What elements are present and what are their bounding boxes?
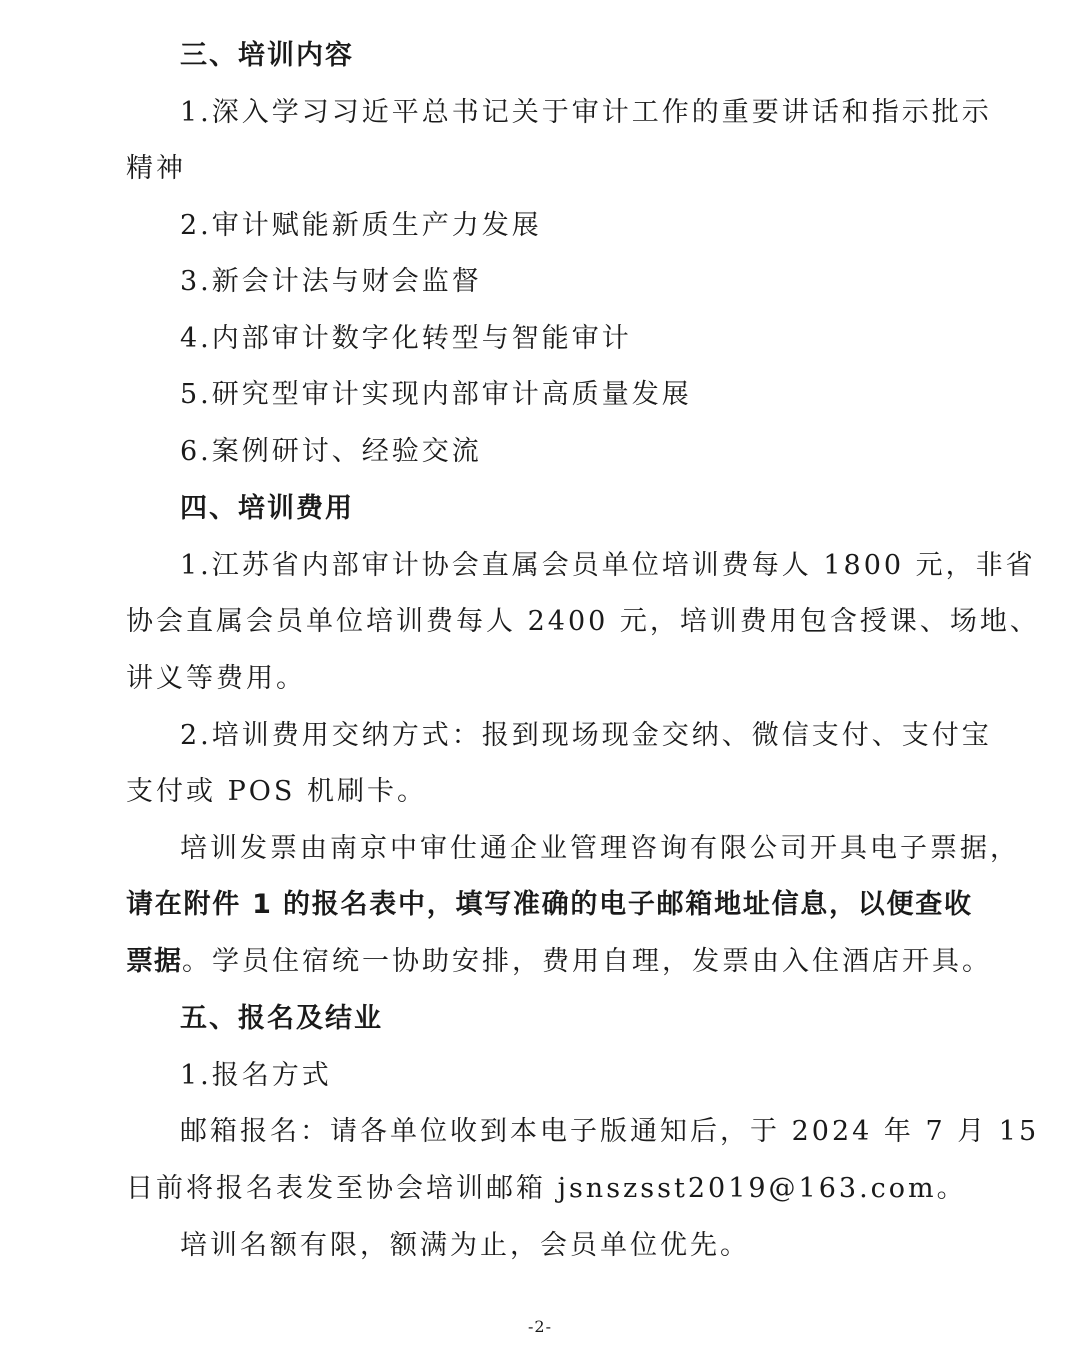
fee-item-1-line-1: 1.江苏省内部审计协会直属会员单位培训费每人 1800 元，非省	[180, 550, 1036, 581]
registration-item-1: 1.报名方式	[180, 1060, 332, 1091]
content-item-1-line-1: 1.深入学习习近平总书记关于审计工作的重要讲话和指示批示	[180, 97, 992, 128]
page-number: -2-	[528, 1317, 552, 1336]
invoice-line-3	[0, 942, 1080, 982]
invoice-line-3-rest: 。学员住宿统一协助安排，费用自理，发票由入住酒店开具。	[182, 946, 992, 977]
section-heading-training-fees: 四、培训费用	[180, 493, 354, 524]
section-heading-training-content: 三、培训内容	[180, 40, 354, 71]
content-item-4: 4.内部审计数字化转型与智能审计	[180, 323, 632, 354]
invoice-line-2-bold: 请在附件 1 的报名表中，填写准确的电子邮箱地址信息，以便查收	[126, 889, 972, 920]
email-registration-line-1: 邮箱报名：请各单位收到本电子版通知后，于 2024 年 7 月 15	[180, 1116, 1040, 1147]
invoice-line-3-bold: 票据	[126, 946, 182, 977]
fee-item-1-line-2: 协会直属会员单位培训费每人 2400 元，培训费用包含授课、场地、	[126, 606, 1040, 637]
content-item-3: 3.新会计法与财会监督	[180, 266, 482, 297]
content-item-5: 5.研究型审计实现内部审计高质量发展	[180, 379, 692, 410]
quota-note: 培训名额有限，额满为止，会员单位优先。	[180, 1230, 750, 1261]
fee-item-2-line-1: 2.培训费用交纳方式：报到现场现金交纳、微信支付、支付宝	[180, 720, 992, 751]
email-registration-line-2: 日前将报名表发至协会培训邮箱 jsnszsst2019@163.com。	[126, 1173, 967, 1204]
section-heading-registration: 五、报名及结业	[180, 1003, 383, 1034]
content-item-2: 2.审计赋能新质生产力发展	[180, 210, 542, 241]
fee-item-2-line-2: 支付或 POS 机刷卡。	[126, 776, 427, 807]
content-item-6: 6.案例研讨、经验交流	[180, 436, 482, 467]
fee-item-1-line-3: 讲义等费用。	[126, 663, 306, 694]
invoice-line-1: 培训发票由南京中审仕通企业管理咨询有限公司开具电子票据，	[180, 833, 1020, 864]
content-item-1-line-2: 精神	[126, 153, 186, 184]
